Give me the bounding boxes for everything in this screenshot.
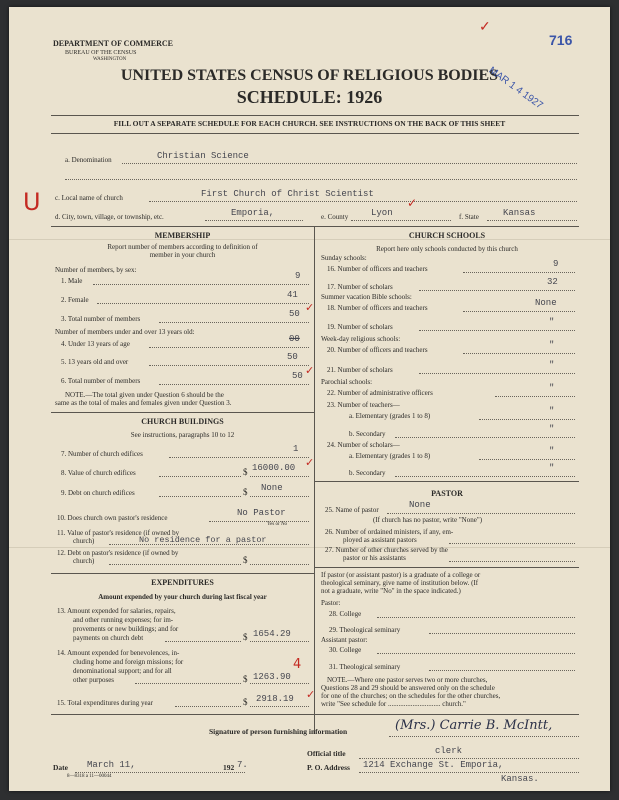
red-check-mark: ✓ xyxy=(407,196,418,210)
vacation-scholars-value: " xyxy=(549,317,555,327)
vacation-scholars-line xyxy=(419,330,575,331)
pastor-residence-value: No Pastor xyxy=(237,508,286,518)
sunday-officers-label: 16. Number of officers and teachers xyxy=(327,265,428,273)
elementary-teachers-label: a. Elementary (grades 1 to 8) xyxy=(349,412,431,420)
assistant-seminary-line xyxy=(429,670,575,671)
bureau-heading: BUREAU OF THE CENSUS xyxy=(65,50,137,56)
edifices-value-label: 8. Value of church edifices xyxy=(61,469,136,477)
edifices-debt-line xyxy=(250,496,309,497)
red-check-mark: ✓ xyxy=(305,365,315,377)
benevolences-value: 1263.90 xyxy=(253,672,291,682)
assistant-pastor-subheading: Assistant pastor: xyxy=(321,636,368,644)
red-check-mark: ✓ xyxy=(305,457,315,469)
administrative-officers-line xyxy=(495,396,575,397)
pastor-name-value: None xyxy=(409,500,431,510)
running-expenses-label: and other running expenses; for im- xyxy=(73,616,174,624)
schools-intro: Report here only schools conducted by this church xyxy=(376,245,518,253)
rule xyxy=(51,714,579,715)
rule xyxy=(51,133,579,134)
secondary-scholars-label: b. Secondary xyxy=(349,469,386,477)
expenditures-heading: EXPENDITURES xyxy=(151,578,214,587)
pastor-subheading: Pastor: xyxy=(321,599,341,607)
elementary-teachers-line xyxy=(479,419,575,420)
red-check-mark: ✓ xyxy=(306,689,316,701)
total-members-line xyxy=(159,322,309,323)
under-13-value: 00 xyxy=(289,334,300,344)
total-expenditures-label: 15. Total expenditures during year xyxy=(57,699,153,707)
female-label: 2. Female xyxy=(61,296,89,304)
date-label: Date xyxy=(53,763,68,772)
members-by-sex-label: Number of members, by sex: xyxy=(55,266,137,274)
red-correction-mark: 4 xyxy=(293,657,302,672)
ordained-ministers-label: 26. Number of ordained ministers, if any, em- xyxy=(325,528,454,536)
margin-check-mark: U xyxy=(23,188,41,216)
edifices-debt-label: 9. Debt on church edifices xyxy=(61,489,135,497)
dollar-sign: $ xyxy=(243,697,248,707)
signature-value: (Mrs.) Carrie B. McIntt, xyxy=(395,718,553,733)
year-prefix: 192 xyxy=(223,763,235,772)
elementary-scholars-value: " xyxy=(549,446,555,456)
church-schools-heading: CHURCH SCHOOLS xyxy=(408,231,486,240)
graduate-instruction: If pastor (or assistant pastor) is a graduate of a college or xyxy=(321,571,481,579)
vacation-schools-label: Summer vacation Bible schools: xyxy=(321,293,412,301)
total-members-by-age-label: 6. Total number of members xyxy=(61,377,141,385)
state-label: f. State xyxy=(459,213,479,221)
membership-heading: MEMBERSHIP xyxy=(154,231,211,240)
sunday-scholars-label: 17. Number of scholars xyxy=(327,283,393,291)
other-churches-line xyxy=(449,561,575,562)
elementary-scholars-line xyxy=(479,459,575,460)
dollar-sign: $ xyxy=(243,487,248,497)
parochial-schools-label: Parochial schools: xyxy=(321,378,373,386)
graduate-instruction: not a graduate, write "No" in the space indicated.) xyxy=(321,587,461,595)
female-line xyxy=(97,303,309,304)
date-line xyxy=(75,772,245,773)
male-label: 1. Male xyxy=(61,277,83,285)
red-check-mark: ✓ xyxy=(305,302,315,314)
address-value: 1214 Exchange St. Emporia, xyxy=(363,760,504,770)
residence-value-label: church) xyxy=(73,537,95,545)
sunday-scholars-value: 32 xyxy=(547,277,558,287)
pastor-note: Questions 28 and 29 should be answered only on the schedule xyxy=(321,684,495,692)
dollar-sign: $ xyxy=(243,467,248,477)
denomination-label: a. Denomination xyxy=(65,156,112,164)
sunday-officers-line xyxy=(463,272,575,273)
local-name-line xyxy=(149,201,577,202)
local-name-label: c. Local name of church xyxy=(55,194,123,202)
city-line xyxy=(205,220,303,221)
elementary-scholars-label: a. Elementary (grades 1 to 8) xyxy=(349,452,431,460)
total-expenditures-line xyxy=(250,706,309,707)
vacation-officers-label: 18. Number of officers and teachers xyxy=(327,304,428,312)
total-members-by-age-value: 50 xyxy=(292,371,303,381)
expenditures-subheading: Amount expended by your church during last fiscal year xyxy=(98,593,267,601)
county-value: Lyon xyxy=(371,208,393,218)
buildings-instructions: See instructions, paragraphs 10 to 12 xyxy=(130,431,235,439)
edifices-count-value: 1 xyxy=(293,444,299,454)
official-title-value: clerk xyxy=(435,746,463,756)
vacation-officers-line xyxy=(463,311,575,312)
weekday-scholars-label: 21. Number of scholars xyxy=(327,366,393,374)
ordained-ministers-line xyxy=(449,543,575,544)
received-date-stamp: MAR 1 4 1927 xyxy=(486,65,545,112)
print-code: 8—8318 a 11—00044 xyxy=(67,774,112,779)
weekday-officers-value: " xyxy=(549,340,555,350)
address-label: P. O. Address xyxy=(307,763,350,772)
elementary-teachers-value: " xyxy=(549,406,555,416)
residence-debt-label: church) xyxy=(73,557,95,565)
pastor-name-note: (If church has no pastor, write "None") xyxy=(373,516,483,524)
membership-intro: Report number of members according to definition of xyxy=(107,243,258,251)
sunday-schools-label: Sunday schools: xyxy=(321,254,367,262)
edifices-debt-value: None xyxy=(261,483,283,493)
assistant-college-line xyxy=(377,653,575,654)
edifices-value-value: 16000.00 xyxy=(252,463,296,473)
edifices-debt-line xyxy=(159,496,241,497)
under-13-line xyxy=(149,347,309,348)
pastor-note: write "See schedule for .............................. church." xyxy=(321,700,466,708)
state-line xyxy=(487,220,577,221)
schedule-title: SCHEDULE: 1926 xyxy=(236,87,383,107)
paper-fold xyxy=(9,547,610,548)
weekday-officers-line xyxy=(463,353,575,354)
secondary-teachers-line xyxy=(395,437,575,438)
male-line xyxy=(93,284,309,285)
edifices-value-line xyxy=(159,476,241,477)
file-number: 716 xyxy=(549,32,573,48)
weekday-scholars-value: " xyxy=(549,360,555,370)
address-line xyxy=(359,772,579,773)
separate-schedule-instruction: FILL OUT A SEPARATE SCHEDULE FOR EACH CHURCH. SEE INSTRUCTIONS ON THE BACK OF THIS SHEET xyxy=(113,119,506,128)
total-members-value: 50 xyxy=(289,309,300,319)
pastor-note: NOTE.—Where one pastor serves two or more churches, xyxy=(327,676,488,684)
membership-intro: member in your church xyxy=(149,251,216,259)
assistant-seminary-label: 31. Theological seminary xyxy=(329,663,401,671)
date-value: March 11, xyxy=(87,760,136,770)
secondary-teachers-label: b. Secondary xyxy=(349,430,386,438)
total-members-by-age-line xyxy=(159,384,309,385)
residence-debt-line xyxy=(109,564,241,565)
benevolences-label: 14. Amount expended for benevolences, in- xyxy=(57,649,180,657)
number-of-teachers-label: 23. Number of teachers— xyxy=(327,401,400,409)
blank-line xyxy=(65,179,577,180)
rule xyxy=(51,115,579,116)
pastor-seminary-label: 29. Theological seminary xyxy=(329,626,401,634)
signature-line xyxy=(389,736,579,737)
pastor-note: for one of the churches; on the schedules for the other churches, xyxy=(321,692,501,700)
weekday-schools-label: Week-day religious schools: xyxy=(321,335,401,343)
residence-value-value: No residence for a pastor xyxy=(139,535,267,545)
pastor-name-line xyxy=(387,513,575,514)
edifices-count-line xyxy=(169,457,309,458)
dollar-sign: $ xyxy=(243,555,248,565)
age-heading: Number of members under and over 13 years old: xyxy=(55,328,195,336)
rule xyxy=(51,412,314,413)
residence-debt-label: 12. Debt on pastor's residence (if owned by xyxy=(57,549,179,557)
denomination-value: Christian Science xyxy=(157,151,249,161)
sunday-officers-value: 9 xyxy=(553,259,559,269)
assistant-college-label: 30. College xyxy=(329,646,362,654)
benevolences-label: cluding home and foreign missions; for xyxy=(73,658,184,666)
state-value: Kansas xyxy=(503,208,536,218)
administrative-officers-label: 22. Number of administrative officers xyxy=(327,389,433,397)
male-value: 9 xyxy=(295,271,301,281)
city-heading: WASHINGTON xyxy=(93,57,127,62)
running-expenses-label: 13. Amount expended for salaries, repairs, xyxy=(57,607,176,615)
graduate-instruction: theological seminary, give name of institution below. (If xyxy=(321,579,479,587)
secondary-scholars-value: " xyxy=(549,463,555,473)
residence-debt-line xyxy=(250,564,309,565)
residence-value-label: 11. Value of pastor's residence (if owned by xyxy=(57,529,180,537)
benevolences-label: other purposes xyxy=(73,676,115,684)
county-line xyxy=(351,220,451,221)
red-check-mark: ✓ xyxy=(479,20,491,35)
yes-or-no-note: Yes or No xyxy=(267,522,288,527)
weekday-scholars-line xyxy=(419,373,575,374)
benevolences-label: denominational support; and for all xyxy=(73,667,172,675)
membership-note: same as the total of males and females given under Question 3. xyxy=(55,399,232,407)
total-members-label: 3. Total number of members xyxy=(61,315,141,323)
county-label: e. County xyxy=(321,213,349,221)
address-value-state: Kansas. xyxy=(501,774,539,784)
benevolences-line xyxy=(135,683,241,684)
administrative-officers-value: " xyxy=(549,383,555,393)
department-heading: DEPARTMENT OF COMMERCE xyxy=(53,39,174,48)
pastor-residence-line xyxy=(209,521,309,522)
local-name-value: First Church of Christ Scientist xyxy=(201,189,374,199)
sunday-scholars-line xyxy=(419,290,575,291)
pastor-seminary-line xyxy=(429,633,575,634)
year-value: 7. xyxy=(237,760,248,770)
rule xyxy=(315,567,579,568)
over-13-line xyxy=(149,365,309,366)
pastor-college-label: 28. College xyxy=(329,610,362,618)
rule xyxy=(51,573,314,574)
signature-label: Signature of person furnishing information xyxy=(209,727,348,736)
under-13-label: 4. Under 13 years of age xyxy=(61,340,130,348)
pastor-residence-label: 10. Does church own pastor's residence xyxy=(57,514,168,522)
pastor-name-label: 25. Name of pastor xyxy=(325,506,379,514)
other-churches-label: 27. Number of other churches served by the xyxy=(325,546,448,554)
female-value: 41 xyxy=(287,290,298,300)
number-of-scholars-label: 24. Number of scholars— xyxy=(327,441,400,449)
other-churches-label: pastor or his assistants xyxy=(343,554,406,562)
running-expenses-label: provements or new buildings; and for xyxy=(73,625,179,633)
church-buildings-heading: CHURCH BUILDINGS xyxy=(141,417,224,426)
membership-note: NOTE.—The total given under Question 6 should be the xyxy=(65,391,224,399)
weekday-officers-label: 20. Number of officers and teachers xyxy=(327,346,428,354)
running-expenses-label: payments on church debt xyxy=(73,634,144,642)
denomination-line xyxy=(122,163,577,164)
edifices-value-line xyxy=(250,476,309,477)
over-13-value: 50 xyxy=(287,352,298,362)
vacation-scholars-label: 19. Number of scholars xyxy=(327,323,393,331)
city-label: d. City, town, village, or township, etc. xyxy=(55,213,164,221)
running-expenses-line xyxy=(250,641,309,642)
official-title-label: Official title xyxy=(307,749,346,758)
city-value: Emporia, xyxy=(231,208,275,218)
total-expenditures-line xyxy=(175,706,241,707)
rule xyxy=(51,226,579,227)
benevolences-line xyxy=(250,683,309,684)
form-title: UNITED STATES CENSUS OF RELIGIOUS BODIES xyxy=(120,67,499,84)
dollar-sign: $ xyxy=(243,674,248,684)
edifices-count-label: 7. Number of church edifices xyxy=(61,450,143,458)
running-expenses-value: 1654.29 xyxy=(253,629,291,639)
ordained-ministers-label: ployed as assistant pastors xyxy=(343,536,417,544)
secondary-teachers-value: " xyxy=(549,424,555,434)
over-13-label: 5. 13 years old and over xyxy=(61,358,129,366)
secondary-scholars-line xyxy=(395,476,575,477)
rule xyxy=(315,481,579,482)
pastor-heading: PASTOR xyxy=(431,489,463,498)
vacation-officers-value: None xyxy=(535,298,557,308)
official-title-line xyxy=(359,758,579,759)
pastor-college-line xyxy=(377,617,575,618)
census-schedule-sheet xyxy=(9,7,610,791)
running-expenses-line xyxy=(165,641,241,642)
dollar-sign: $ xyxy=(243,632,248,642)
total-expenditures-value: 2918.19 xyxy=(256,694,294,704)
